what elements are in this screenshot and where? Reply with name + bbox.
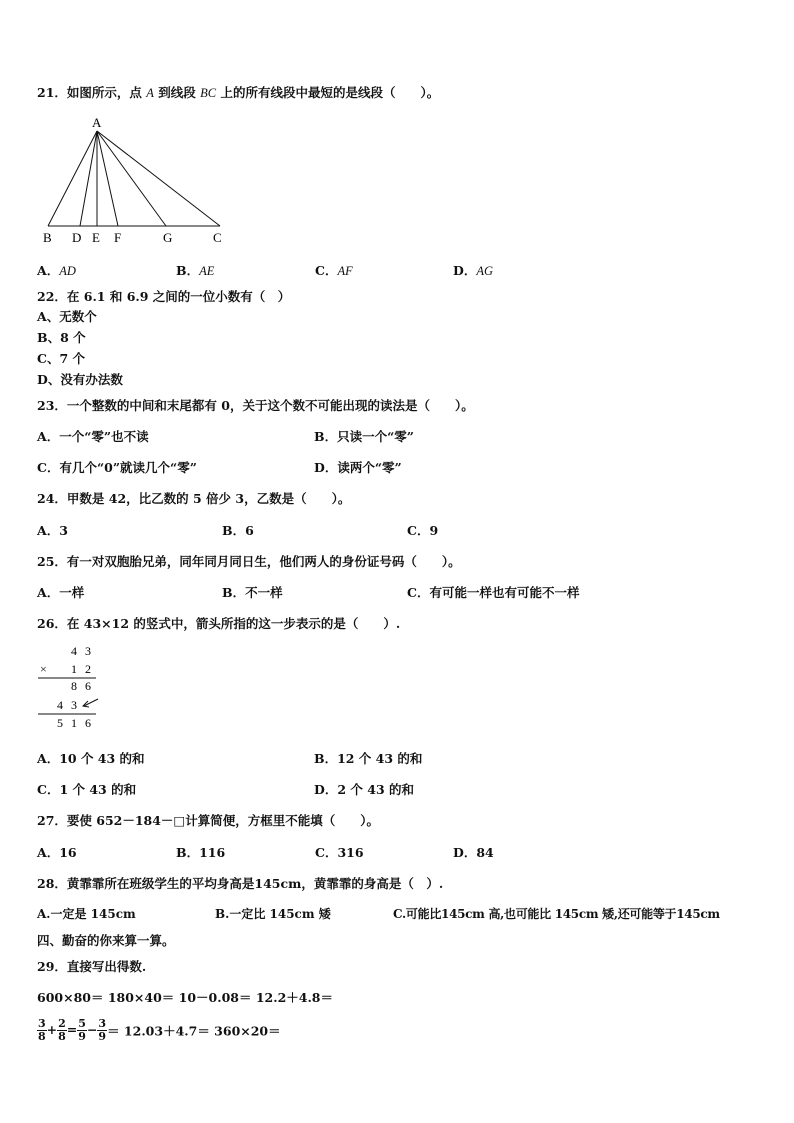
point-a-label: A [146,86,154,100]
question-26: 26．在 43×12 的竖式中，箭头所指的这一步表示的是（ ）. [37,616,401,631]
fraction: $\frac{5}{9}$ [78,1017,86,1043]
question-28: 28．黄霏霏所在班级学生的平均身高是145cm，黄霏霏的身高是（ ）. [37,876,444,891]
vertical-multiplication [36,642,106,734]
segment-ac [97,131,220,226]
question-25: 25．有一对双胞胎兄弟，同年同月同日生，他们两人的身份证号码（ ）。 [37,554,461,569]
q21-option-b: B．AE [176,263,215,278]
question-23: 23．一个整数的中间和末尾都有 0，关于这个数不可能出现的读法是（ ）。 [37,398,474,413]
calc-digit: 8 [71,679,77,693]
minus-sign: − [86,1022,98,1037]
fraction: $\frac{3}{8}$ [38,1017,46,1043]
q27-option-b: B．116 [176,845,226,860]
q23-option-b: B．只读一个“零” [314,429,414,444]
label-f: F [114,230,122,245]
q21-option-d: D．AG [453,263,494,278]
q22-option-a: A、无数个 [37,309,97,324]
q28-option-b: B.一定比 145cm 矮 [215,907,331,921]
q25-option-a: A．一样 [37,585,85,600]
calc-digit: 6 [85,716,91,730]
segment-ab [48,131,97,226]
question-22: 22．在 6.1 和 6.9 之间的一位小数有（ ） [37,289,291,304]
q29-line-1: 600×80＝ 180×40＝ 10－0.08＝ 12.2＋4.8＝ [37,990,334,1005]
calc-digit: 1 [71,716,77,730]
question-27: 27．要使 652－184－□计算简便，方框里不能填（ ）。 [37,813,379,828]
label-g: G [163,230,173,245]
q27-option-c: C．316 [315,845,364,860]
q22-option-c: C、7 个 [37,351,85,366]
q23-option-c: C．有几个“0”就读几个“零” [37,460,197,475]
question-21: 21．如图所示，点 A 到线段 BC 上的所有线段中最短的是线段（ ）。 [37,85,440,100]
q21-option-c: C．AF [315,263,353,278]
segment-bc-label: BC [200,86,217,100]
question-24: 24．甲数是 42，比乙数的 5 倍少 3，乙数是（ ）。 [37,491,351,506]
q25-option-c: C．有可能一样也有可能不一样 [407,585,580,600]
times-sign: × [40,662,47,676]
q26-option-c: C．1 个 43 的和 [37,782,137,797]
calc-digit: 3 [71,698,77,712]
calc-digit: 4 [71,644,77,658]
q29-line-2 [37,1018,281,1043]
equals-sign: = [66,1022,78,1037]
q29-line-2-rest: ＝ 12.03＋4.7＝ 360×20＝ [107,1023,281,1039]
calc-digit: 6 [85,679,91,693]
calc-digit: 2 [85,662,91,676]
plus-sign: + [46,1022,58,1037]
q27-option-a: A．16 [37,845,77,860]
q27-option-d: D．84 [453,845,494,860]
q21-option-a: A．AD [37,263,76,278]
fraction: $\frac{2}{8}$ [58,1017,66,1043]
q22-option-b: B、8 个 [37,330,86,345]
q26-option-d: D．2 个 43 的和 [314,782,414,797]
label-d: D [72,230,82,245]
q22-option-d: D、没有办法数 [37,372,123,387]
label-c: C [213,230,222,245]
question-29: 29．直接写出得数. [37,959,147,974]
q26-option-b: B．12 个 43 的和 [314,751,423,766]
calc-digit: 1 [71,662,77,676]
calc-digit: 4 [57,698,63,712]
q24-option-b: B．6 [222,523,254,538]
triangle-figure [36,112,236,248]
calc-digit: 3 [85,644,91,658]
q28-option-a: A.一定是 145cm [37,907,136,921]
segment-ad [80,131,97,226]
q24-option-c: C．9 [407,523,439,538]
label-b: B [43,230,52,245]
fraction: $\frac{3}{9}$ [98,1017,107,1043]
q25-option-b: B．不一样 [222,585,283,600]
label-a: A [92,115,102,130]
label-e: E [92,230,100,245]
q23-option-d: D．读两个“零” [314,460,402,475]
calc-digit: 5 [57,716,63,730]
q23-option-a: A．一个“零”也不读 [37,429,149,444]
q26-option-a: A．10 个 43 的和 [37,751,145,766]
section-heading: 四、勤奋的你来算一算。 [37,933,175,948]
q24-option-a: A．3 [37,523,68,538]
q28-option-c: C.可能比145cm 高,也可能比 145cm 矮,还可能等于145cm [393,907,720,921]
